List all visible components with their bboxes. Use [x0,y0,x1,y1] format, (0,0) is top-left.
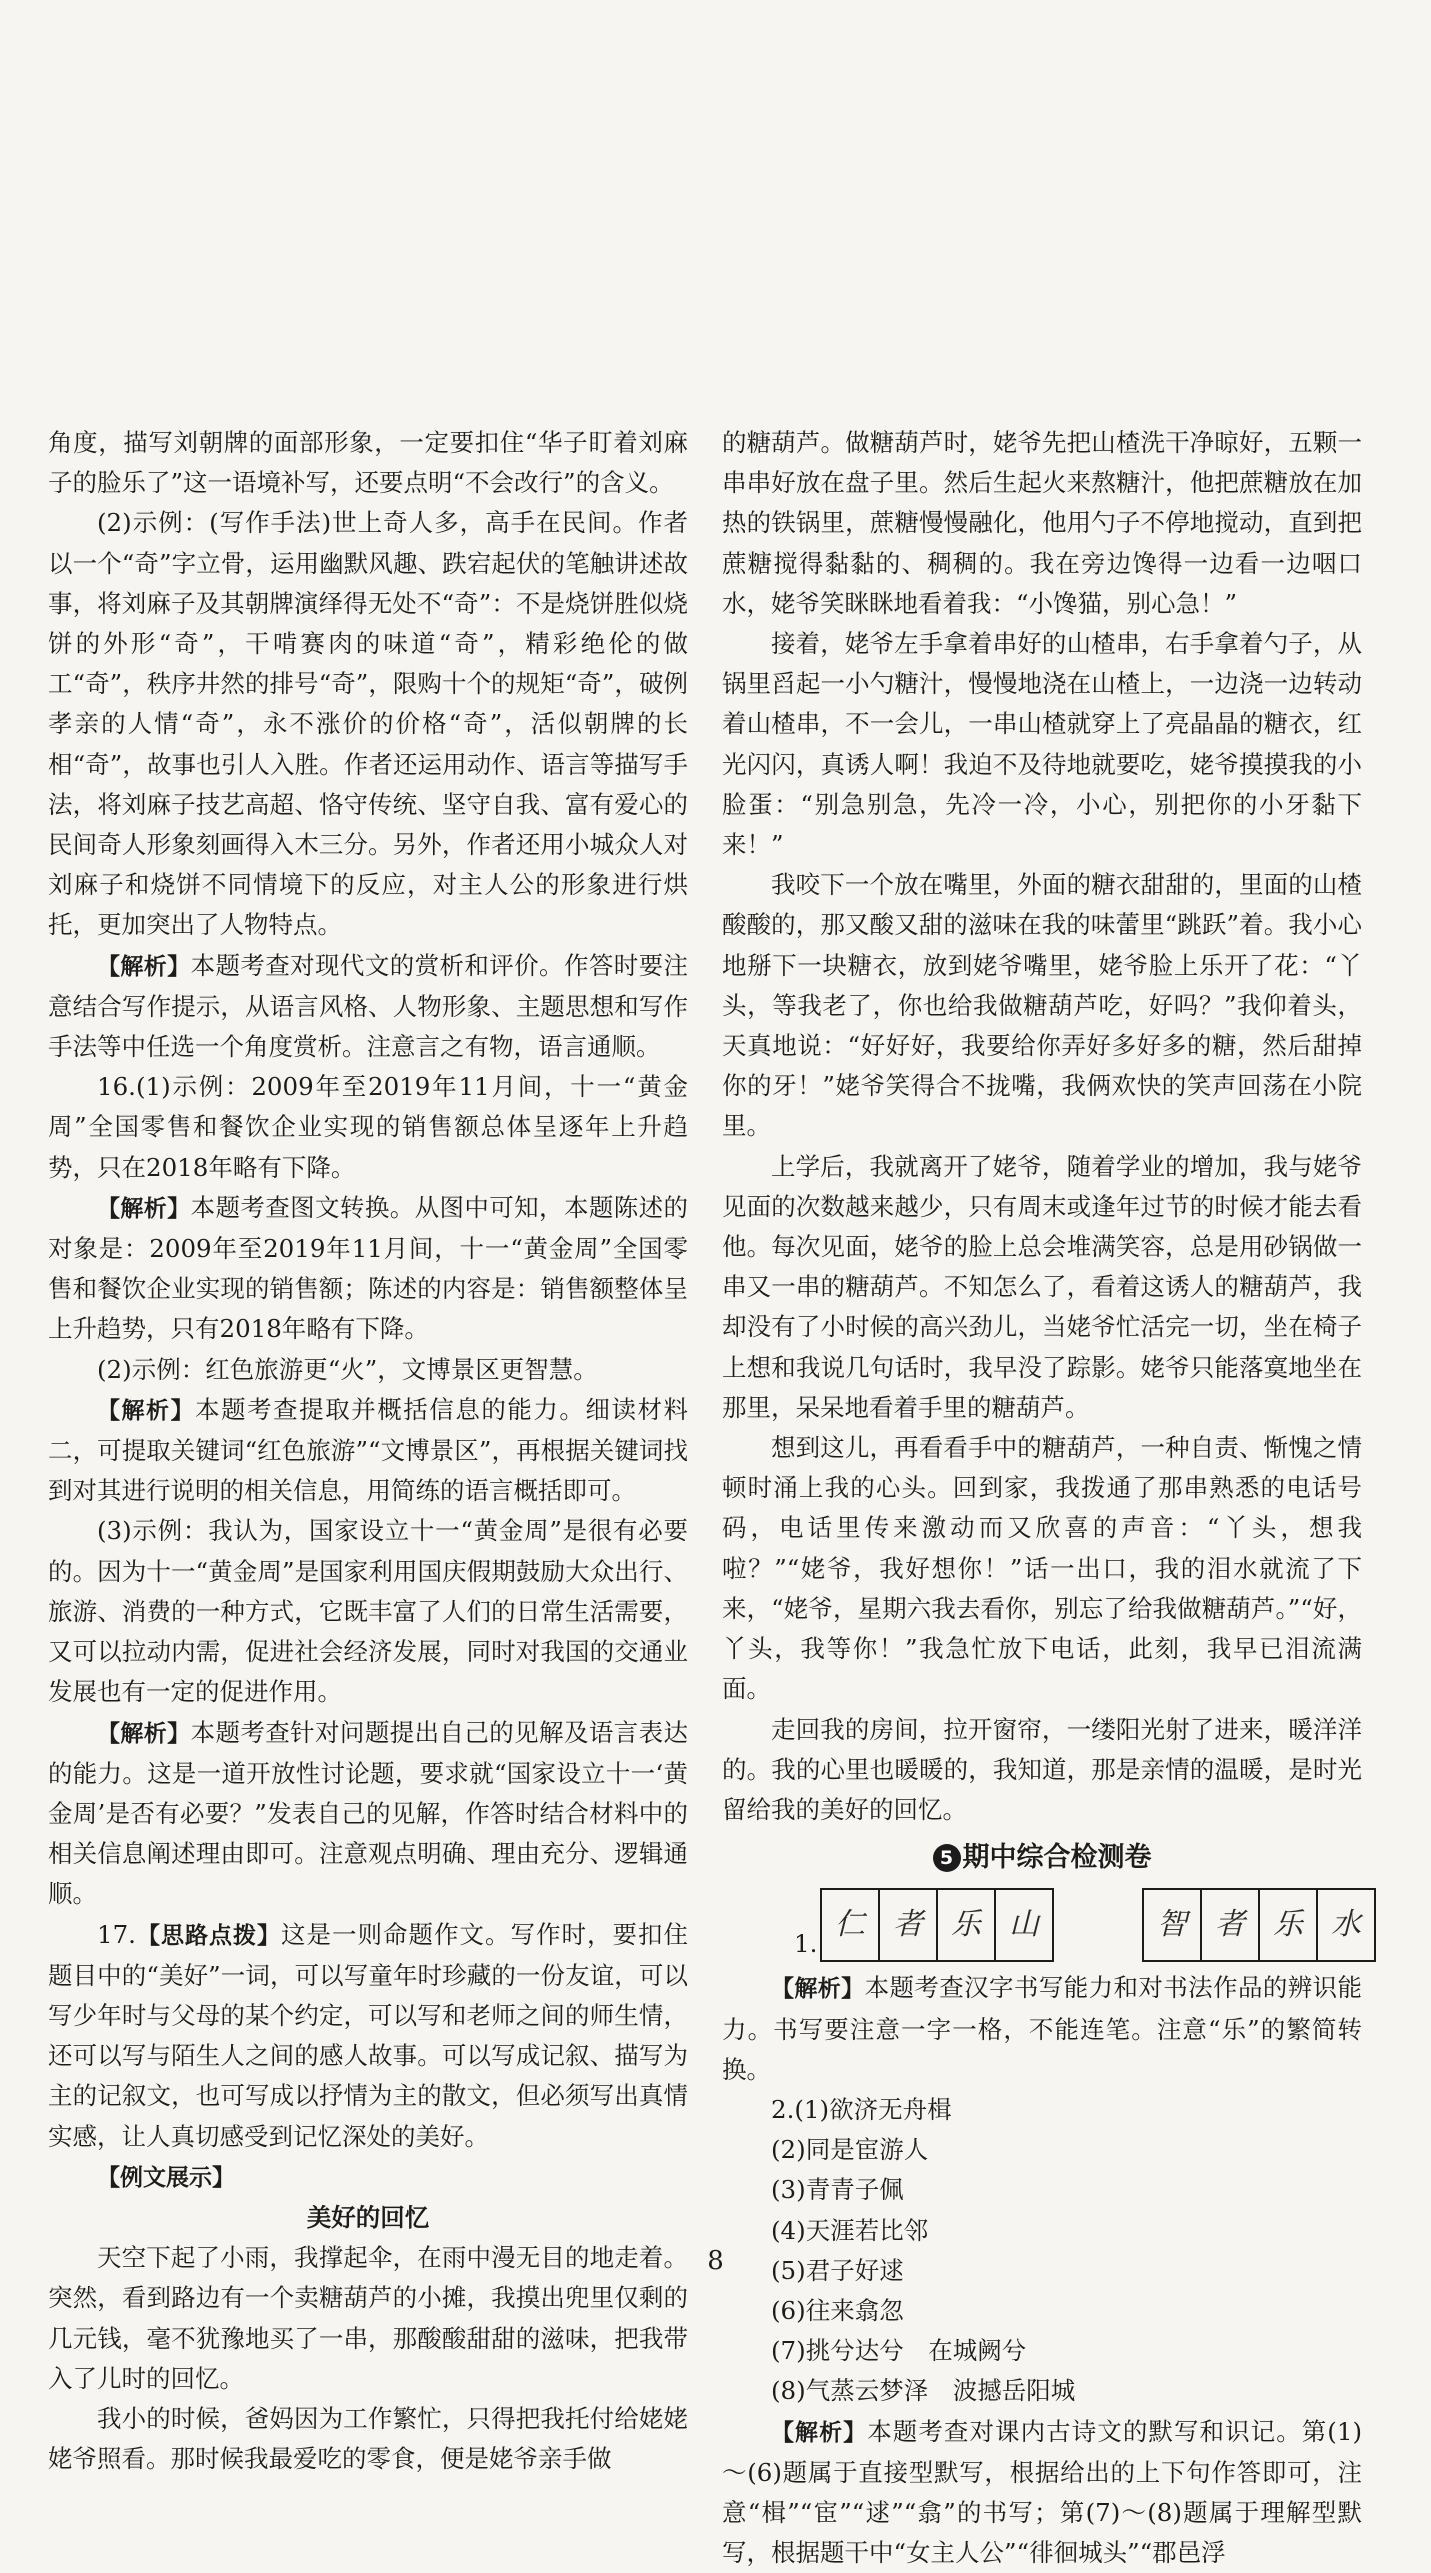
paragraph-text: 这是一则命题作文。写作时，要扣住题目中的“美好”一词，可以写童年时珍藏的一份友谊，可以写少年时与父母的某个约定，可以写和老师之间的师生情，还可以写与陌生人之间的感人故事。可以写成记叙、描写为主的记叙文，也可写成以抒情为主的散文，但必须写出真情实感，让人真切感受到记忆深处的美好。 [48,1919,689,2151]
text-paragraph [48,1511,688,1712]
calligraphy-cell: 智 [1144,1890,1202,1960]
text-paragraph [722,2211,1362,2251]
question-1-label: 1. [794,1929,818,1959]
paragraph-text: 本题考查提取并概括信息的能力。细读材料二，可提取关键词“红色旅游”“文博景区”，再根据关键词找到对其进行说明的相关信息，用简练的语言概括即可。 [48,1394,689,1506]
text-paragraph [722,2170,1362,2210]
paragraph-text: 接着，姥爷左手拿着串好的山楂串，右手拿着勺子，从锅里舀起一小勺糖汁，慢慢地浇在山楂上，一边浇一边转动着山楂串，不一会儿，一串山楂就穿上了亮晶晶的糖衣，红光闪闪，真诱人啊！我迫不及待地就要吃，姥爷摸摸我的小脸蛋：“别急别急，先冷一冷，小心，别把你的小牙黏下来！” [722,629,1362,860]
left-column [48,423,688,2479]
text-paragraph [722,624,1362,865]
calligraphy-box-left [820,1888,1054,1962]
paragraph-text: 我小的时候，爸妈因为工作繁忙，只得把我托付给姥姥姥爷照看。那时候我最爱吃的零食，便是姥爷亲手做 [48,2403,688,2474]
analysis-paragraph [48,946,688,1068]
text-paragraph [722,1147,1362,1428]
text-paragraph [722,423,1362,624]
text-paragraph [722,2291,1362,2331]
text-paragraph [48,1350,688,1390]
text-paragraph [48,503,688,945]
analysis-paragraph [48,1188,688,1350]
paragraph-text: 16.(1)示例：2009年至2019年11月间，十一“黄金周”全国零售和餐饮企业实现的销售额总体呈逐年上升趋势，只在2018年略有下降。 [48,1072,688,1182]
analysis-tag: 【例文展示】 [97,2164,235,2191]
text-paragraph [722,2130,1362,2170]
paragraph-text: 我咬下一个放在嘴里，外面的糖衣甜甜的，里面的山楂酸酸的，那又酸又甜的滋味在我的味蕾里“跳跃”着。我小心地掰下一块糖衣，放到姥爷嘴里，姥爷脸上乐开了花：“丫头，等我老了，你也给我做糖葫芦吃，好吗？”我仰着头，天真地说：“好好好，我要给你弄好多好多的糖，然后甜掉你的牙！”姥爷笑得合不拢嘴，我俩欢快的笑声回荡在小院里。 [722,870,1362,1141]
paragraph-text: 角度，描写刘朝牌的面部形象，一定要扣住“华子盯着刘麻子的脸乐了”这一语境补写，还要点明“不会改行”的含义。 [48,428,688,498]
calligraphy-cell: 者 [880,1890,938,1960]
calligraphy-cell: 乐 [1260,1890,1318,1960]
paragraph-text: (4)天涯若比邻 [771,2215,929,2245]
text-paragraph [48,2399,688,2479]
analysis-tag: 【思路点拨】 [135,1922,281,1949]
paragraph-text: (3)示例：我认为，国家设立十一“黄金周”是很有必要的。因为十一“黄金周”是国家利用国庆假期鼓励大众出行、旅游、消费的一种方式，它既丰富了人们的日常生活需要，又可以拉动内需，促进社会经济发展，同时对我国的交通业发展也有一定的促进作用。 [48,1516,688,1707]
calligraphy-question [722,1884,1362,1968]
page-number: 8 [707,2246,724,2276]
paragraph-text: (5)君子好逑 [771,2255,904,2285]
text-paragraph [722,2331,1362,2371]
paragraph-text: (8)气蒸云梦泽 波撼岳阳城 [771,2376,1076,2406]
paragraph-text: 本题考查针对问题提出自己的见解及语言表达的能力。这是一道开放性讨论题，要求就“国家设立十一‘黄金周’是否有必要？”发表自己的见解，作答时结合材料中的相关信息阐述理由即可。注意观点明确、理由充分、逻辑通顺。 [48,1717,689,1909]
analysis-paragraph [48,2157,688,2198]
calligraphy-box-right [1142,1888,1376,1962]
paragraph-text: (6)往来翕忽 [771,2295,904,2325]
paragraph-text: 本题考查对课内古诗文的默写和识记。第(1)～(6)题属于直接型默写，根据给出的上下句作答即可，注意“楫”“宦”“逑”“翕”的书写；第(7)～(8)题属于理解型默写，根据题干中“女主人公”“徘徊城头”“郡邑浮 [722,2416,1363,2568]
paragraph-text: 上学后，我就离开了姥爷，随着学业的增加，我与姥爷见面的次数越来越少，只有周末或逢年过节的时候才能去看他。每次见面，姥爷的脸上总会堆满笑容，总是用砂锅做一串又一串的糖葫芦。不知怎么了，看着这诱人的糖葫芦，我却没有了小时候的高兴劲儿，当姥爷忙活完一切，坐在椅子上想和我说几句话时，我早没了踪影。姥爷只能落寞地坐在那里，呆呆地看着手里的糖葫芦。 [722,1151,1362,1422]
analysis-paragraph [48,1713,688,1915]
analysis-paragraph [48,1915,688,2157]
text-paragraph [722,1428,1362,1709]
section-title-text: 期中综合检测卷 [962,1842,1152,1874]
paragraph-text: (2)示例：(写作手法)世上奇人多，高手在民间。作者以一个“奇”字立骨，运用幽默风趣、跌宕起伏的笔触讲述故事，将刘麻子及其朝牌演绎得无处不“奇”：不是烧饼胜似烧饼的外形“奇”，干啃赛肉的味道“奇”，精彩绝伦的做工“奇”，秩序井然的排号“奇”，限购十个的规矩“奇”，破例孝亲的人情“奇”，永不涨价的价格“奇”，活似朝牌的长相“奇”，故事也引人入胜。作者还运用动作、语言等描写手法，将刘麻子技艺高超、恪守传统、坚守自我、富有爱心的民间奇人形象刻画得入木三分。另外，作者还用小城众人对刘麻子和烧饼不同情境下的反应，对主人公的形象进行烘托，更加突出了人物特点。 [48,508,688,940]
calligraphy-cell: 乐 [938,1890,996,1960]
paragraph-text: (2)同是宦游人 [771,2135,929,2165]
analysis-tag: 【解析】 [771,1976,865,2003]
analysis-tag: 【解析】 [97,1195,191,1222]
paragraph-text: 走回我的房间，拉开窗帘，一缕阳光射了进来，暖洋洋的。我的心里也暖暖的，我知道，那是亲情的温暖，是时光留给我的美好的回忆。 [722,1714,1362,1824]
text-paragraph [48,423,688,503]
text-paragraph [48,2198,688,2238]
text-paragraph [722,2090,1362,2130]
paragraph-text: 天空下起了小雨，我撑起伞，在雨中漫无目的地走着。突然，看到路边有一个卖糖葫芦的小摊，我摸出兜里仅剩的几元钱，毫不犹豫地买了一串，那酸酸甜甜的滋味，把我带入了儿时的回忆。 [48,2243,688,2393]
text-paragraph [722,2371,1362,2411]
calligraphy-cell: 者 [1202,1890,1260,1960]
analysis-paragraph [48,1390,688,1512]
text-paragraph [722,1710,1362,1831]
calligraphy-cell: 仁 [822,1890,880,1960]
paragraph-text: 本题考查对现代文的赏析和评价。作答时要注意结合写作提示，从语言风格、人物形象、主题思想和写作手法等中任选一个角度赏析。注意言之有物，语言通顺。 [48,950,689,1062]
paragraph-text: 本题考查图文转换。从图中可知，本题陈述的对象是：2009年至2019年11月间，十一“黄金周”全国零售和餐饮企业实现的销售额；陈述的内容是：销售额整体呈上升趋势，只有2018年略有下降。 [48,1192,689,1344]
analysis-tag: 【解析】 [97,1720,191,1747]
question-number: 17. [97,1919,136,1949]
analysis-paragraph [722,2412,1362,2573]
calligraphy-cell: 水 [1331,1907,1361,1943]
essay-continuation [722,423,1362,1830]
section-title [722,1838,1362,1878]
analysis-tag: 【解析】 [771,2419,868,2446]
paragraph-text: (7)挑兮达兮 在城阙兮 [771,2336,1027,2366]
analysis-tag: 【解析】 [97,1397,196,1424]
paragraph-text: 本题考查汉字书写能力和对书法作品的辨识能力。书写要注意一字一格，不能连笔。注意“乐”的繁简转换。 [722,1973,1363,2084]
paragraph-text: (2)示例：红色旅游更“火”，文博景区更智慧。 [97,1354,598,1384]
calligraphy-cell: 山 [1009,1907,1039,1943]
analysis-tag: 【解析】 [97,953,191,980]
paragraph-text: 2.(1)欲济无舟楫 [771,2094,952,2124]
section-number-badge: 5 [933,1844,961,1872]
paragraph-text: 的糖葫芦。做糖葫芦时，姥爷先把山楂洗干净晾好，五颗一串串好放在盘子里。然后生起火来熬糖汁，他把蔗糖放在加热的铁锅里，蔗糖慢慢融化，他用勺子不停地搅动，直到把蔗糖搅得黏黏的、稠稠的。我在旁边馋得一边看一边咽口水，姥爷笑眯眯地看着我：“小馋猫，别心急！” [722,428,1362,618]
text-paragraph [722,865,1362,1146]
paragraph-text: 想到这儿，再看看手中的糖葫芦，一种自责、惭愧之情顿时涌上我的心头。回到家，我拨通了那串熟悉的电话号码，电话里传来激动而又欣喜的声音：“丫头，想我啦？”“姥爷，我好想你！”话一出口，我的泪水就流了下来，“姥爷，星期六我去看你，别忘了给我做糖葫芦。”“好，丫头，我等你！”我急忙放下电话，此刻，我早已泪流满面。 [722,1433,1362,1704]
text-paragraph [48,1067,688,1188]
analysis-paragraph [722,1968,1362,2090]
essay-title: 美好的回忆 [306,2202,430,2232]
paragraph-text: (3)青青子佩 [771,2175,904,2205]
